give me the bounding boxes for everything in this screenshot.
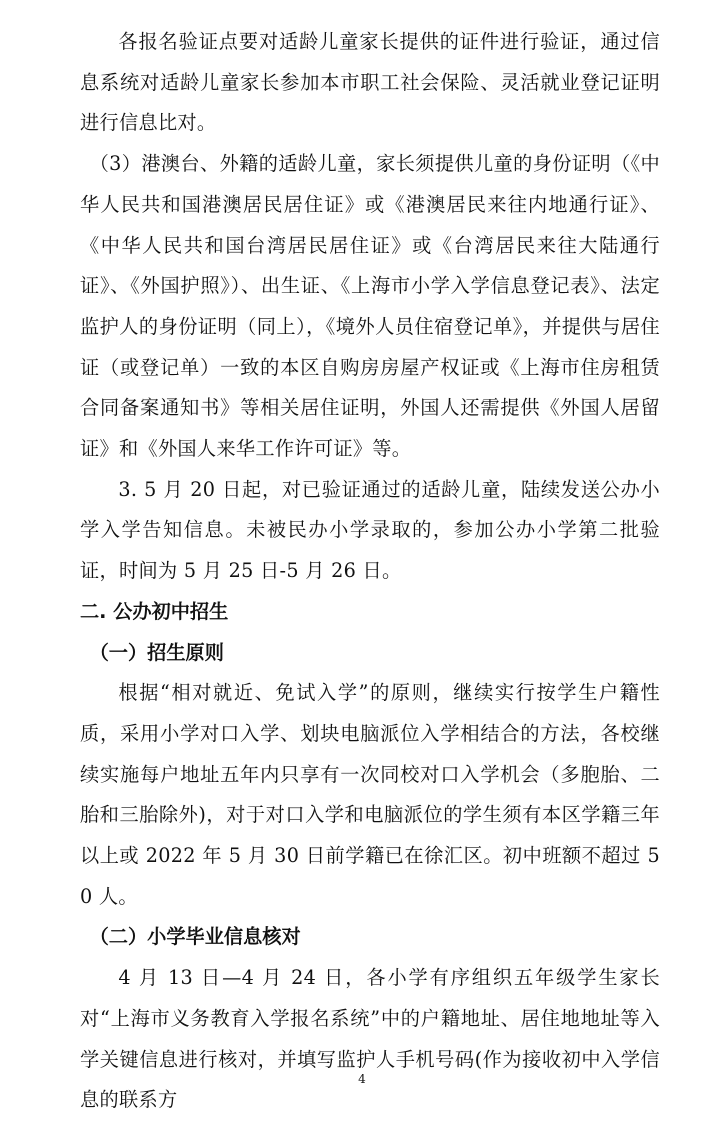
paragraph-verification: 各报名验证点要对适龄儿童家长提供的证件进行验证，通过信息系统对适龄儿童家长参加本市职工社会保险、灵活就业登记证明进行信息比对。	[80, 30, 660, 135]
document-body	[80, 22, 660, 1121]
paragraph-foreign-children: （3）港澳台、外籍的适龄儿童，家长须提供儿童的身份证明（《中华人民共和国港澳居民居住证》或《港澳居民来往内地通行证》、《中华人民共和国台湾居民居住证》或《台湾居民来往大陆通行证》、《外国护照》）、出生证、《上海市小学入学信息登记表》、法定监护人的身份证明（同上），《境外人员住宿登记单》，并提供与居住证（或登记单）一致的本区自购房房屋产权证或《上海市住房租赁合同备案通知书》等相关居住证明，外国人还需提供《外国人居留证》和《外国人来华工作许可证》等。	[80, 152, 660, 461]
section-heading-public-middle-school: 二. 公办初中招生	[80, 599, 229, 623]
page-number: 4	[358, 1072, 366, 1086]
paragraph-admission-notice: 3. 5 月 20 日起，对已验证通过的适龄儿童，陆续发送公办小学入学告知信息。未被民办小学录取的，参加公办小学第二批验证，时间为 5 月 25 日-5 月 26 日。	[80, 477, 660, 583]
subsection-heading-principles: （一）招生原则	[89, 640, 224, 664]
subsection-heading-graduation-info: （二）小学毕业信息核对	[89, 925, 301, 949]
paragraph-graduation-info: 4 月 13 日—4 月 24 日，各小学有序组织五年级学生家长对“上海市义务教育入学报名系统”中的户籍地址、居住地地址等入学关键信息进行核对，并填写监护人手机号码(作为接收初中入学信息的联系方	[80, 966, 660, 1112]
paragraph-principles: 根据“相对就近、免试入学”的原则，继续实行按学生户籍性质，采用小学对口入学、划块电脑派位入学相结合的方法，各校继续实施每户地址五年内只享有一次同校对口入学机会（多胞胎、二胎和三胎除外)，对于对口入学和电脑派位的学生须有本区学籍三年以上或 2022 年 5 月 30 日前学籍已在徐汇区。初中班额不超过 50 人。	[80, 681, 660, 908]
